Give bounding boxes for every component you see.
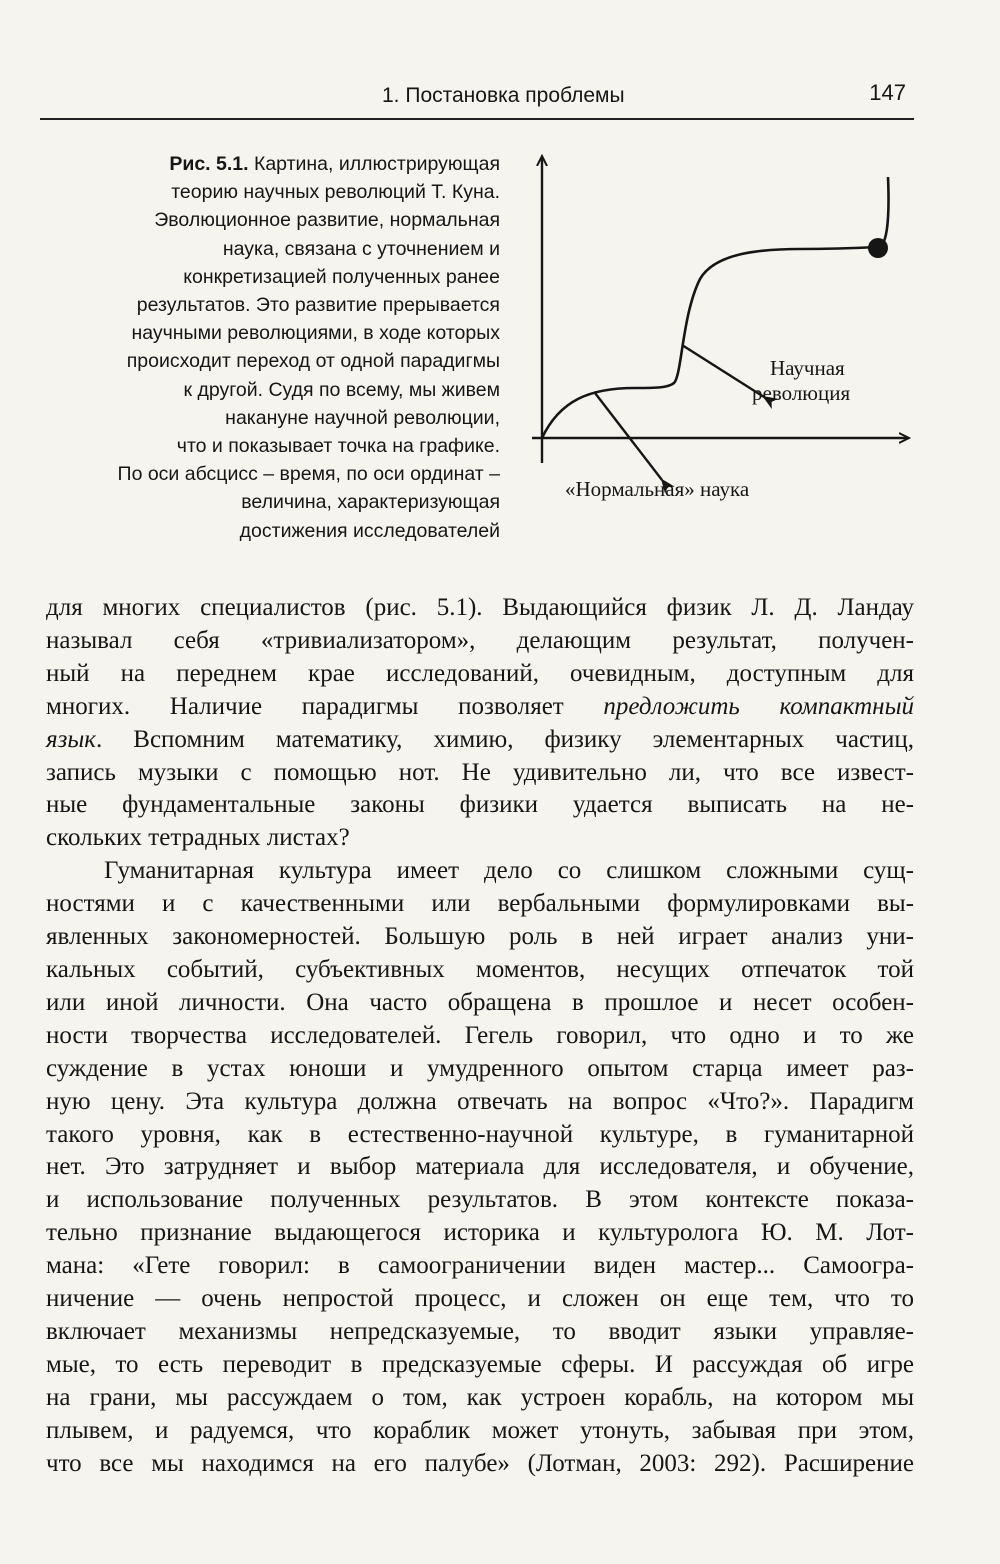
text-line: Гуманитарная культура имеет дело со слишком сложными сущ-: [104, 857, 914, 885]
text-line: многих. Наличие парадигмы позволяет предложить компактный: [46, 692, 915, 720]
current-point-marker: [868, 238, 888, 258]
page-number: 147: [869, 80, 906, 105]
caption-line: к другой. Судя по всему, мы живем: [183, 378, 500, 401]
caption-line: наука, связана с уточнением и: [222, 237, 500, 260]
text-line: скольких тетрадных листах?: [46, 824, 350, 852]
body-text: [46, 592, 914, 1480]
caption-line: достижения исследователей: [239, 519, 500, 542]
text-line: называл себя «тривиализатором», делающим результат, получен-: [46, 626, 914, 654]
caption-line: Рис. 5.1. Картина, иллюстрирующая: [169, 153, 500, 175]
text-line: мые, то есть переводит в предсказуемые сферы. И рассуждая об игре: [46, 1350, 914, 1378]
normal-science-arrow: [595, 393, 662, 480]
text-line: кальных событий, субъективных моментов, несущих отпечаток той: [46, 955, 914, 983]
caption-line: что и показывает точка на графике.: [176, 435, 500, 458]
text-line: суждение в устах юноши и умудренного опытом старца имеет раз-: [46, 1054, 914, 1082]
caption-line: Эволюционное развитие, нормальная: [154, 209, 500, 232]
caption-line: теорию научных революций Т. Куна.: [171, 181, 500, 204]
text-line: явленных закономерностей. Большую роль в ней играет анализ уни-: [46, 923, 914, 951]
kuhn-diagram: [510, 145, 930, 525]
text-line: такого уровня, как в естественно-научной культуре, в гуманитарной: [46, 1120, 914, 1148]
figure-number: Рис. 5.1.: [169, 153, 249, 175]
text-line: плывем, и радуемся, что кораблик может утонуть, забывая при этом,: [46, 1416, 914, 1444]
caption-line: накануне научной революции,: [225, 406, 500, 429]
caption-line: результатов. Это развитие прерывается: [136, 294, 500, 317]
text-line: запись музыки с помощью нот. Не удивительно ли, что все извест-: [46, 758, 914, 786]
caption-line: величина, характеризующая: [241, 491, 500, 514]
text-line: тельно признание выдающегося историка и культуролога Ю. М. Лот-: [46, 1219, 914, 1247]
emphasis: предложить компактный: [603, 692, 915, 720]
text-line: ностями и с качественными или вербальными формулировками вы-: [46, 890, 914, 918]
figure-caption: [30, 150, 500, 545]
text-line: ный на переднем крае исследований, очевидным, доступным для: [46, 659, 914, 687]
text-line: для многих специалистов (рис. 5.1). Выдающийся физик Л. Д. Ландау: [46, 594, 914, 621]
kuhn-figure: [510, 145, 930, 525]
text-line: нет. Это затрудняет и выбор материала для исследователя, и обучение,: [46, 1153, 914, 1181]
text-line: ные фундаментальные законы физики удается выписать на не-: [46, 791, 914, 819]
text-line: включает механизмы непредсказуемые, то вводит языки управляе-: [46, 1317, 914, 1345]
label-revolution: [752, 356, 850, 405]
text-line: ничение — очень непростой процесс, и сложен он еще тем, что то: [46, 1285, 914, 1313]
text-line: мана: «Гете говорил: в самоограничении виден мастер... Самоогра-: [46, 1252, 914, 1280]
caption-line: происходит переход от одной парадигмы: [126, 350, 500, 373]
text-line: на грани, мы рассуждаем о том, как устроен корабль, на котором мы: [46, 1383, 914, 1411]
text-line: и использование полученных результатов. В этом контексте показа-: [46, 1186, 914, 1214]
text-line: что все мы находимся на его палубе» (Лотман, 2003: 292). Расширение: [46, 1449, 914, 1477]
label-normal-science: «Нормальная» наука: [565, 477, 750, 501]
text-line: ную цену. Эта культура должна отвечать на вопрос «Что?». Парадигм: [46, 1087, 914, 1115]
caption-line: научными революциями, в ходе которых: [131, 322, 500, 345]
caption-line: конкретизацией полученных ранее: [183, 265, 500, 288]
text-line: язык. Вспомним математику, химию, физику элементарных частиц,: [46, 725, 914, 753]
emphasis: язык: [46, 725, 96, 753]
running-header: [40, 78, 914, 120]
text-line: или иной личности. Она часто обращена в прошлое и несет особен-: [46, 988, 914, 1016]
label-revolution-line-1: Научная: [770, 356, 845, 380]
text-line: ности творчества исследователей. Гегель говорил, что одно и то же: [46, 1021, 914, 1049]
label-revolution-line-2: революция: [752, 381, 851, 405]
running-header-title: 1. Постановка проблемы: [382, 84, 625, 107]
caption-line: По оси абсцисс – время, по оси ординат –: [117, 463, 500, 486]
